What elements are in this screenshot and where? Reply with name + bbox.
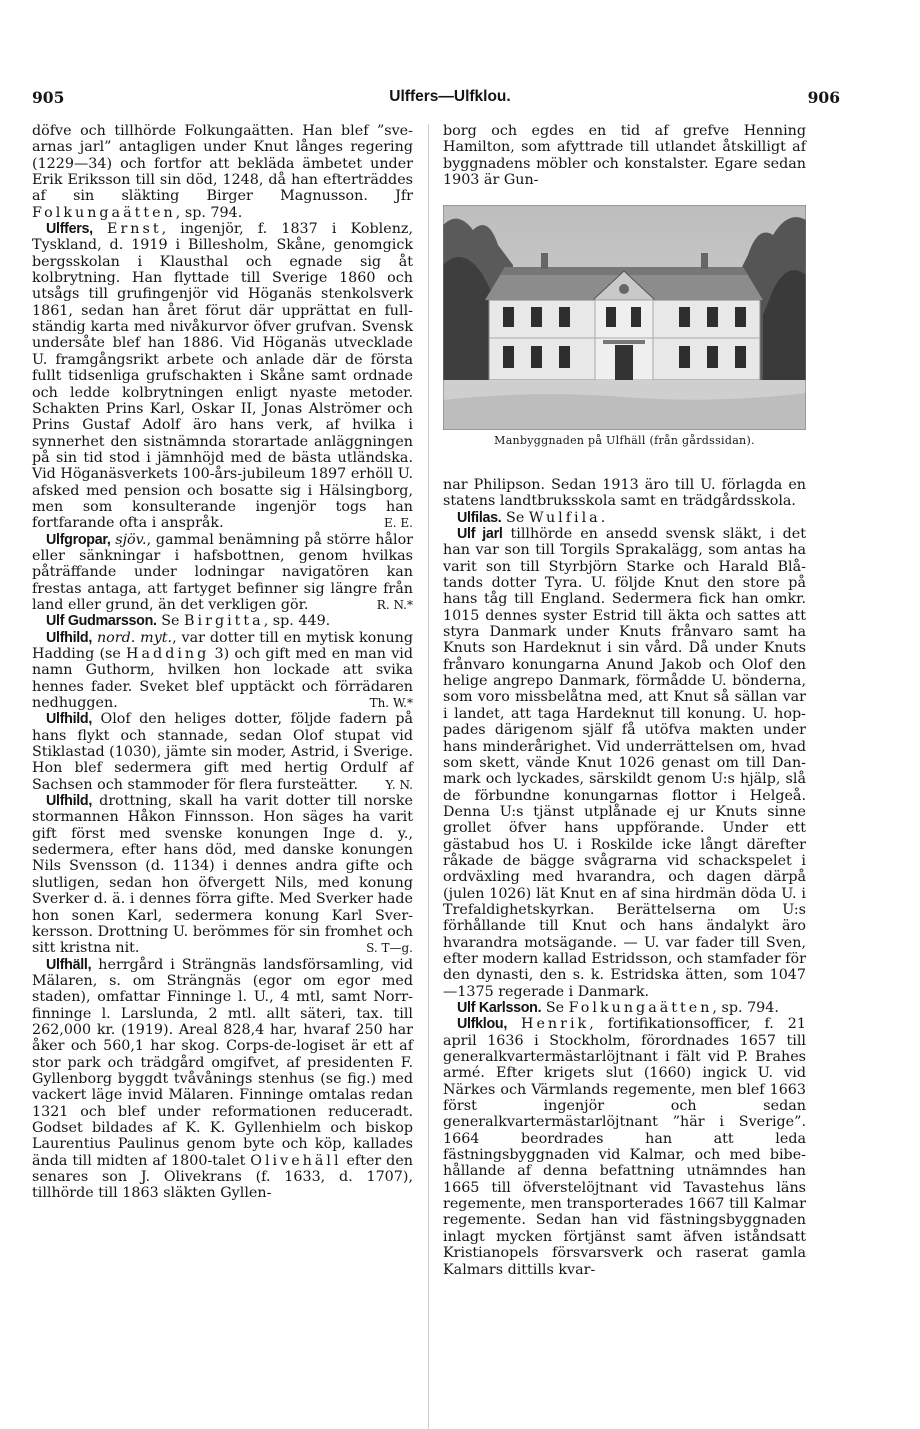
entry-keyword: Ulf Gudmarsson.	[46, 613, 157, 630]
entry-ulfhall: Ulfhäll, herrgård i Strängnäs landsförsamling, vid Mälaren, s. om Strängnäs (egor om egor med staden), omfattar Finninge l. U., 4 mtl, samt Norrfinninge l. Larslunda, 2 mtl. allt säteri, tax. till 262,000 kr. (1919). Areal 828,4 har, hvaraf 250 har åker och 560,1 har skog. Corps-de-logiset är ett af stor park och trädgård omgifvet, af presidenten F. Gyllenborg byggdt tvåvånings stenhus (se fig.) med vackert läge invid Mälaren. Finninge omtalas redan 1321 och blef under reformationen reduceradt. Godset bildades af K. K. Gyllenhielm och biskop Laurentius Paulinus genom byte och köp, kallades ända till midten af 1800-talet Olivehäll efter den senares son J. Olivekrans (f. 1633, d. 1707), tillhörde till 1863 släkten Gyllen-	[32, 956, 414, 1202]
right-column-bottom	[443, 477, 806, 1278]
entry-ulf-karlsson: Ulf Karlsson. Se Folkungaätten, sp. 794.	[457, 1000, 779, 1016]
page-number-right: 906	[807, 88, 840, 107]
right-column-top	[443, 123, 806, 188]
entry-keyword: Ulfhäll,	[46, 956, 92, 973]
entry-keyword: Ulfilas.	[457, 509, 502, 526]
entry-keyword: Ulfhild,	[46, 711, 93, 728]
author-signature: E. E.	[384, 516, 413, 531]
entry-ulfhall-end: nar Philipson. Sedan 1913 äro till U. förlagda en statens landtbruksskola samt en trädgårdsskola.	[443, 477, 806, 510]
entry-keyword: Ulfhild,	[46, 629, 93, 646]
entry-ulfklou: Ulfklou, Henrik, fortifikationsofficer, f. 21 april 1636 i Stockholm, förordnades 1657 till generalkvartermästarlöjtnant i fält vid P. Brahes armé. Efter krigets slut (1660) ingick U. vid Närkes och Värmlands regemente, men blef 1663 först ingenjör och sedan generalkvartermästarlöjtnant ”här i Sverige”. 1664 beordrades han att leda fästningsbyggnaden vid Kalmar, och med bibehållande af denna befattning utnämndes han 1665 till öfverstelöjtnant vid Tavastehus läns regemente, men transporterades 1667 till Kalmar regemente. Sedan han vid fästningsbyggnaden inlagt mycken förtjänst samt äfven iståndsatt Kristianopels försvarsverk och raserat gamla Kalmars dittills kvar-	[443, 1016, 807, 1278]
entry-keyword: Ulffers,	[46, 221, 93, 238]
page-number-left: 905	[32, 88, 65, 107]
entry-ulfgropar: Ulfgropar, sjöv., gammal benämning på större hålor eller sänkningar i hafsbottnen, genom hvilkas påträffande under lodningar navigatören kan frestas antaga, att fartyget befinner sig längre från land eller grund, än det verkligen gör. R. N.*	[32, 531, 414, 613]
author-signature: Th. W.*	[369, 696, 413, 711]
manor-house-photo	[443, 205, 806, 430]
entry-ulfhild-drottning: Ulfhild, drottning, skall ha varit dotter till norske stormannen Håkon Finnsson. Hon säges ha varit gift först med svenske konungen Inge d. y., sedermera, efter hans död, med danske konungen Nils Svensson (d. 1134) i dennes andra gifte och slutligen, sedan hon öfvergett Nils, med konung Sverker d. ä. i dennes förra gifte. Med Sverker hade hon sonen Karl, sedermera konung Karl Sverkersson. Drottning U. berömmes för sin fromhet och sitt kristna nit. S. T—g.	[32, 793, 413, 957]
entry-ulfilas: Ulfilas. Se Wulfila.	[457, 509, 606, 526]
entry-keyword: Ulf jarl	[457, 526, 503, 543]
entry-ulf-gudmarsson: Ulf Gudmarsson. Se Birgitta, sp. 449.	[46, 613, 331, 630]
author-signature: R. N.*	[376, 597, 413, 612]
left-column	[32, 123, 413, 1202]
entry-ulfhall-cont: borg och egdes en tid af grefve Henning Hamilton, som afyttrade till utlandet åtskilligt af byggnadens möbler och konstalster. Egare sedan 1903 är Gun-	[443, 123, 806, 189]
author-signature: Y. N.	[385, 777, 413, 792]
entry-keyword: Ulfklou,	[457, 1016, 508, 1033]
entry-keyword: Ulf Karlsson.	[457, 1000, 542, 1016]
entry-ulfhild-myt: Ulfhild, nord. myt., var dotter till en mytisk konung Hadding (se Hadding 3) och gift med en man vid namn Guthorm, hvilken hon lockade att svika hennes fader. Sveket blef upptäckt och förrädaren nedhuggen. Th. W.*	[32, 629, 414, 712]
running-title: Ulffers—Ulfklou.	[389, 88, 511, 105]
entry-ulffers: Ulffers, Ernst, ingenjör, f. 1837 i Koblenz, Tyskland, d. 1919 i Billesholm, Skåne, genomgick bergsskolan i Klausthal och egnade sig åt kolbrytning. Han flyttade till Sverige 1860 och utsågs till grufingenjör vid Höganäs stenkolsverk 1861, sedan han året förut där upprättat en fullständig karta med nivåkurvor öfver grufvan. Svensk undersåte blef han 1886. Vid Höganäs utvecklade U. framgångsrikt arbete och anlade där de första fullt tidsenliga grufschakten i Skåne samt ordnade och ledde kolbrytningen enligt nyaste metoder. Schakten Prins Karl, Oskar II, Jonas Alströmer och Prins Gustaf Adolf äro hans verk, af hvilka i synnerhet den sistnämnda storartade anläggningen på sin tid stod i jämnhöjd med de bästa utländska. Vid Höganäsverkets 100-års-jubileum 1897 erhöll U. afsked med pension och bosatte sig i Hälsingborg, men som konsulterande ingenjör togs han fortfarande ofta i anspråk. E. E.	[32, 221, 413, 532]
author-signature: S. T—g.	[366, 941, 413, 956]
entry-ulfhild-olof: Ulfhild, Olof den heliges dotter, följde fadern på hans flykt och stannade, sedan Olof stupat vid Stiklastad (1030), jämte sin moder, Astrid, i Sverige. Hon blef sedermera gift med hertig Ordulf af Sachsen och stammoder för flera fursteätter. Y. N.	[32, 711, 413, 793]
column-divider	[428, 124, 429, 1429]
manor-house-illustration	[443, 205, 806, 430]
entry-keyword: Ulfhild,	[46, 793, 93, 810]
entry-keyword: Ulfgropar,	[46, 531, 111, 548]
figure-caption: Manbyggnaden på Ulfhäll (från gårdssidan).	[494, 434, 755, 447]
entry-folkungaatten-cont: döfve och tillhörde Folkungaätten. Han blef ”svearnas jarl” antagligen under Knut långes regering (1229—34) och fortfor att bekläda ämbetet under Erik Eriksson till sin död, 1248, då han efterträddes af sin släkting Birger Magnusson. Jfr Folkungaätten, sp. 794.	[32, 123, 413, 221]
entry-ulf-jarl: Ulf jarl tillhörde en ansedd svensk släkt, i det han var son till Torgils Sprakalägg, som antas ha varit son till Styrbjörn Starke och Harald Blåtands dotter Tyra. U. följde Knut den store på hans tåg till England. Sedermera fick han omkr. 1015 dennes syster Estrid till äkta och sattes att styra Danmark under Knuts frånvaro samt ha Knuts son Hardeknut i sin vård. Då under Knuts frånvaro konungarna Anund Jakob och Olof den helige angrepo Danmark, förmådde U. bönderna, som voro missbelåtna med, att Knut så sällan var i landet, att taga Hardeknut till konung. U. hoppades därigenom själf få utöfva makten under hans minderårighet. Vid underrättelsen om, hvad som skett, vände Knut 1026 genast om till Danmark och lyckades, särskildt genom U:s hjälp, slå de förbundne konungarnas flottor i Helgeå. Denna U:s tjänst utplånade ej ur Knuts sinne grollet öfver hans uppförande. Under ett gästabud hos U. i Roskilde icke långt därefter råkade de bägge svågrarna vid schackspelet i ordväxling med hvarandra, och dagen därpå (julen 1026) lät Knut en af sina hirdmän döda U. i Trefaldighetskyrkan. Berättelserna om U:s förhållande till Knut och hans ändalykt äro hvarandra motsägande. — U. var fader till Sven, efter modern kallad Estridsson, och stamfader för den dynasti, den s. k. Estridska ätten, som 1047—1375 regerade i Danmark.	[443, 526, 806, 1000]
